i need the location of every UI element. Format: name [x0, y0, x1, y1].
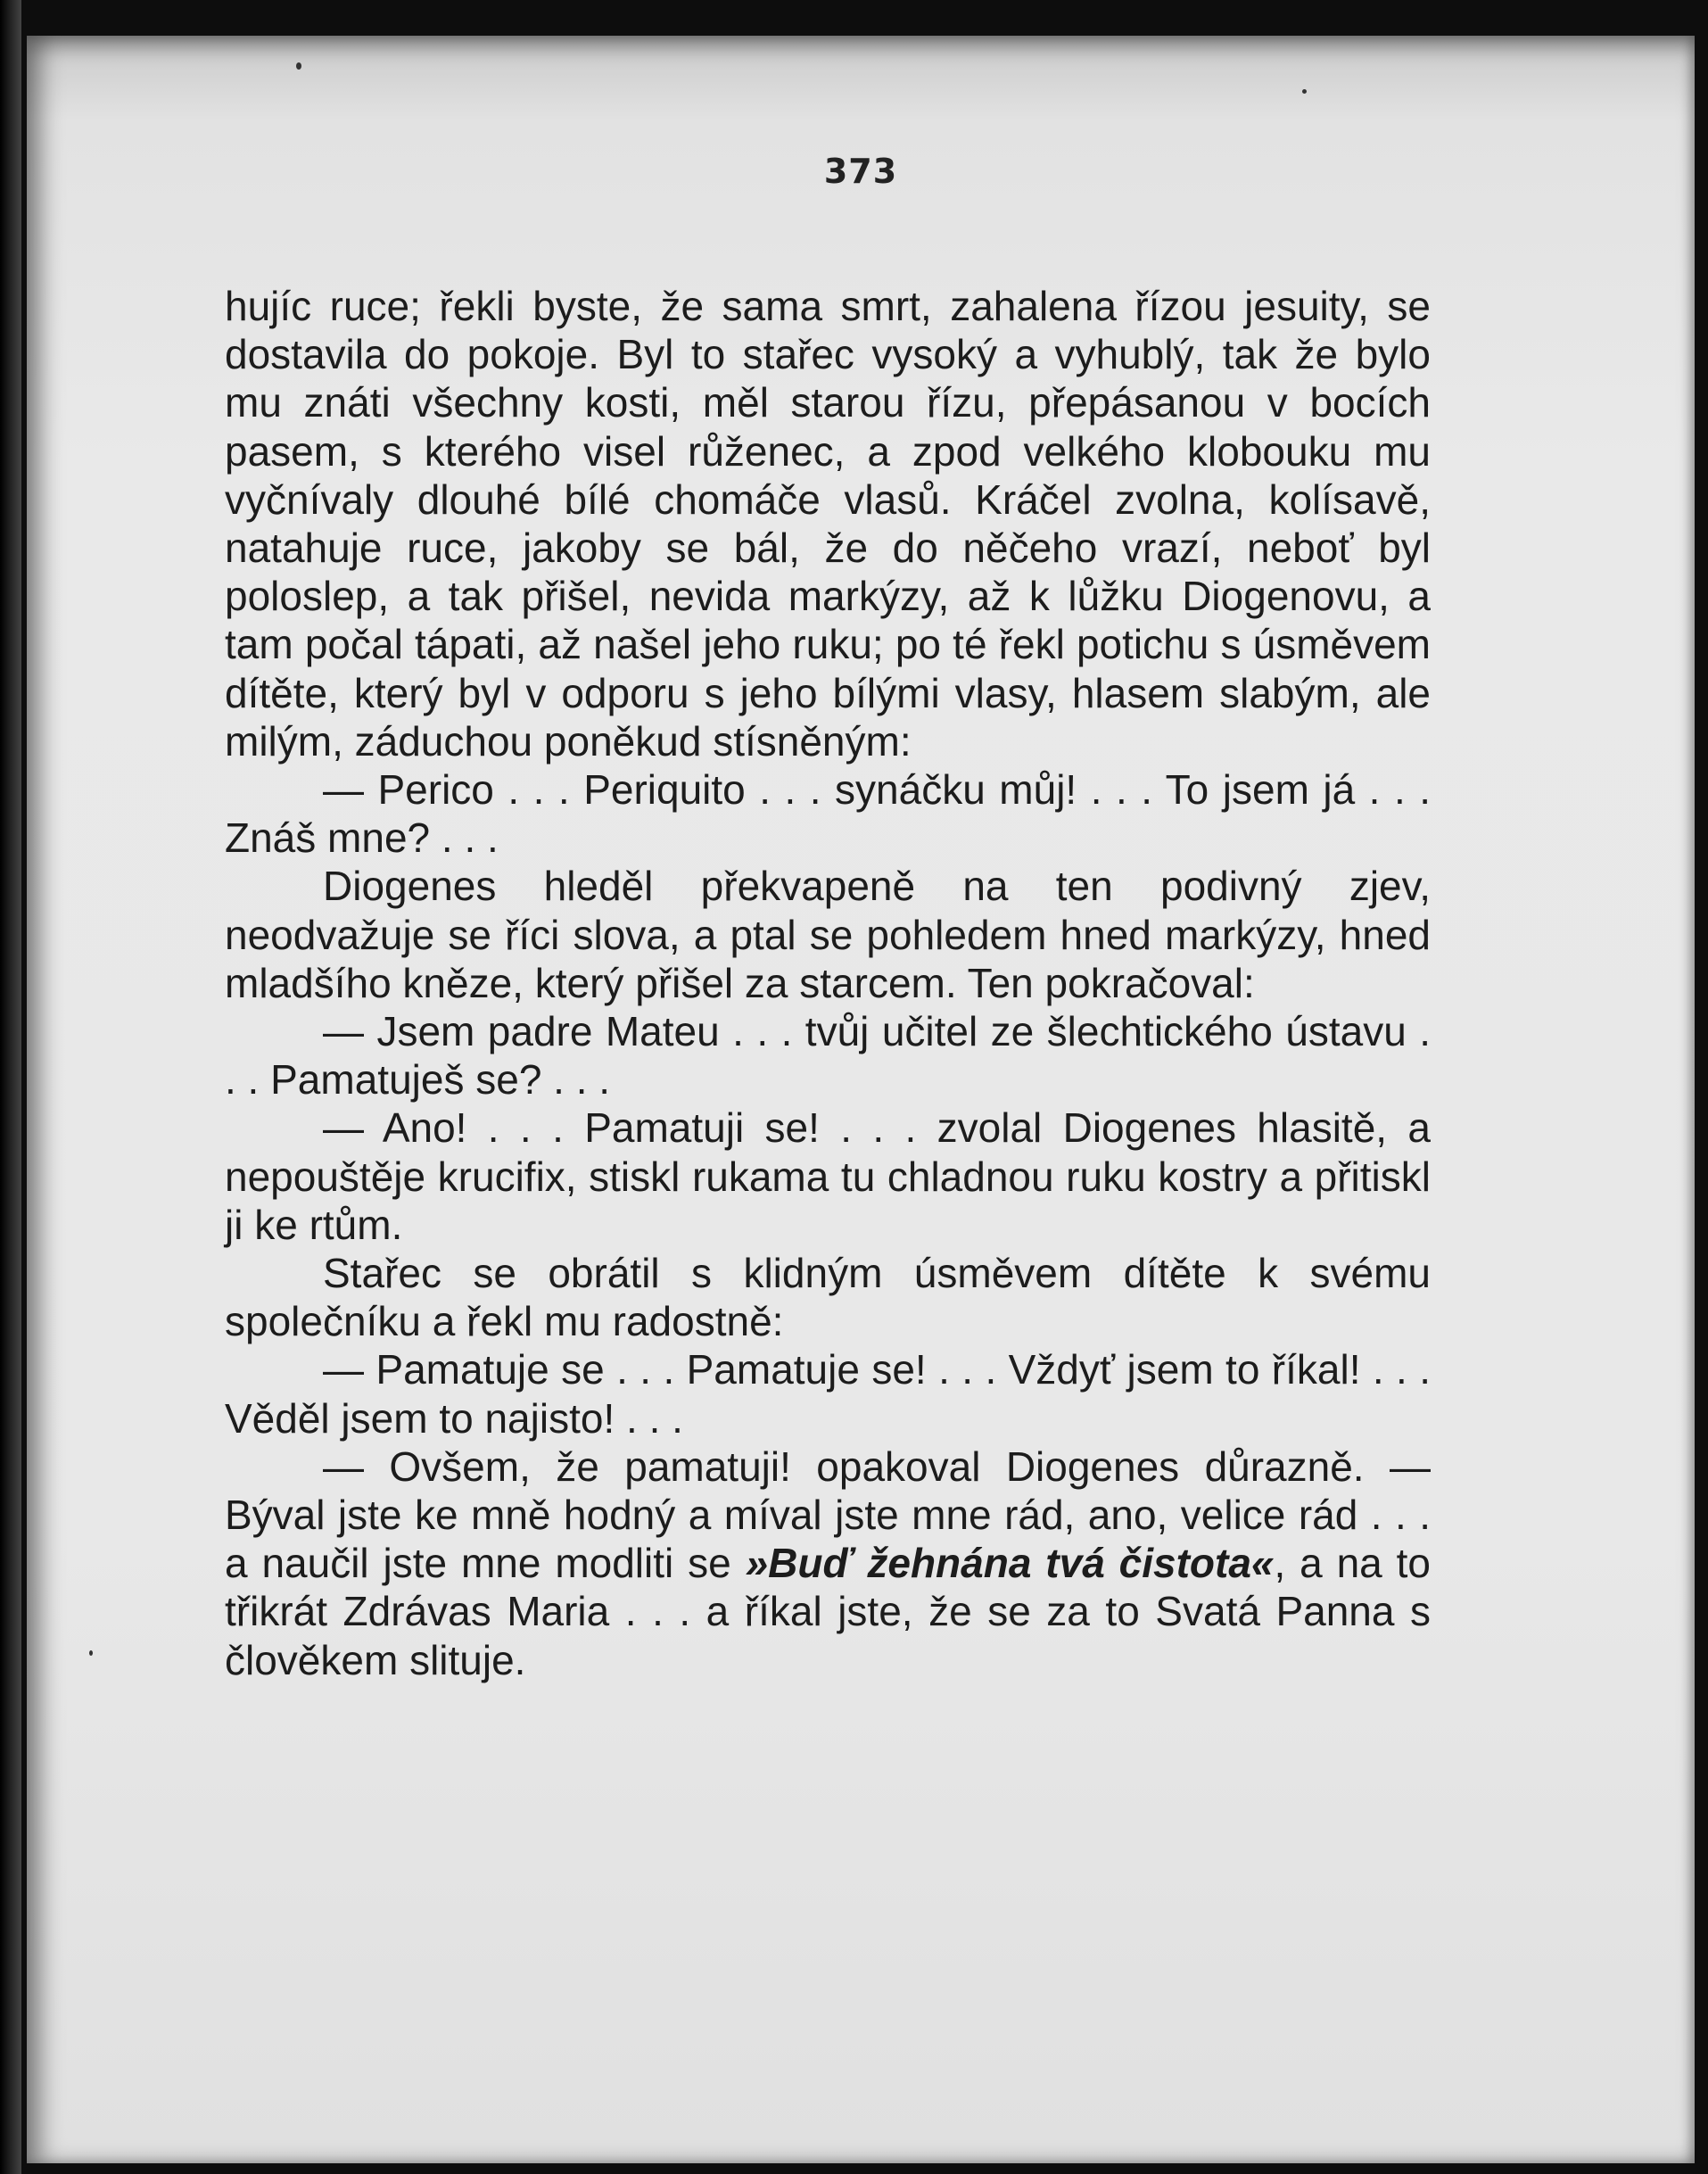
paragraph-7: — Pamatuje se . . . Pamatuje se! . . . Vždyť jsem to říkal! . . . Věděl jsem to najisto! . . .	[225, 1346, 1431, 1442]
paragraph-6: Stařec se obrátil s klidným úsměvem dítěte k svému společníku a řekl mu radostně:	[225, 1250, 1431, 1345]
paragraph-8	[225, 1442, 1431, 1684]
book-spine-edge	[0, 0, 21, 2174]
paragraph-2: — Perico . . . Periquito . . . synáčku můj! . . . To jsem já . . . Znáš mne? . . .	[225, 766, 1431, 862]
paragraph-8-start: — Ovšem, že pamatuji! opakoval Diogenes důrazně. — Býval jste ke mně hodný a míval jste mne rád, ano, velice rád . . . a naučil jste mne modliti se	[225, 1442, 1431, 1587]
paragraph-8-emphasis: »Buď žehnána tvá čistota«	[745, 1540, 1275, 1587]
paragraph-5: — Ano! . . . Pamatuji se! . . . zvolal Diogenes hlasitě, a nepouštěje krucifix, stiskl rukama tu chladnou ruku kostry a přitiskl ji ke rtům.	[225, 1104, 1431, 1248]
page-sheet	[27, 36, 1695, 2163]
scan-speck	[1302, 89, 1307, 94]
paragraph-4: — Jsem padre Mateu . . . tvůj učitel ze šlechtického ústavu . . . Pamatuješ se? . . .	[225, 1008, 1431, 1104]
body-text	[225, 282, 1431, 1684]
page-number: 373	[823, 152, 898, 191]
scan-speck	[89, 1650, 93, 1656]
paragraph-1: hujíc ruce; řekli byste, že sama smrt, zahalena řízou jesuity, se dostavila do pokoje. Byl to stařec vysoký a vyhublý, tak že bylo mu znáti všechny kosti, měl starou řízu, přepásanou v bocích pasem, s kterého visel růženec, a zpod velkého klobouku mu vyčnívaly dlouhé bílé chomáče vlasů. Kráčel zvolna, kolísavě, natahuje ruce, jakoby se bál, že do něčeho vrazí, neboť byl poloslep, a tak přišel, nevida markýzy, až k lůžku Diogenovu, a tam počal tápati, až našel jeho ruku; po té řekl potichu s úsměvem dítěte, který byl v odporu s jeho bílými vlasy, hlasem slabým, ale milým, záduchou poněkud stísněným:	[225, 283, 1431, 765]
paragraph-3: Diogenes hleděl překvapeně na ten podivný zjev, neodvažuje se říci slova, a ptal se pohledem hned markýzy, hned mladšího kněze, který přišel za starcem. Ten pokračoval:	[225, 863, 1431, 1006]
paragraph-8-end: , a na to třikrát Zdrávas Maria . . . a říkal jste, že se za to Svatá Panna s člověkem slituje.	[225, 1540, 1432, 1683]
scan-speck	[296, 62, 301, 70]
